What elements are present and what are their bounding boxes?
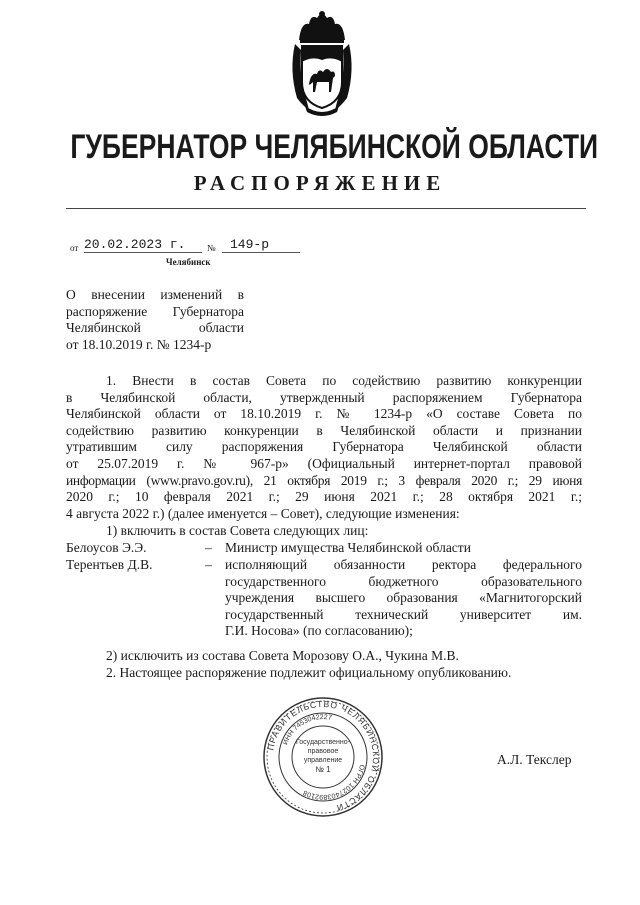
- paragraph-line: информации (www.pravo.gov.ru), 21 октября 2019 г.; 3 февраля 2020 г.; 29 июня: [66, 472, 582, 488]
- subject-line: О внесении изменений в: [66, 287, 244, 302]
- header-divider: [66, 208, 586, 209]
- seal-ogrn: ОГРН 1027403892108: [302, 763, 366, 801]
- paragraph-2: 2. Настоящее распоряжение подлежит официальному опубликованию.: [106, 665, 512, 680]
- seal-inn: ИНН 7453042227: [282, 713, 333, 746]
- subject-line: Челябинской области: [66, 320, 244, 336]
- description-line: государственного бюджетного образовательного: [225, 573, 582, 589]
- member-description: Министр имущества Челябинской области: [225, 540, 471, 555]
- document-date: 20.02.2023 г.: [84, 237, 202, 253]
- document-number: 149-р: [222, 237, 300, 253]
- paragraph-line: 2020 г.; 10 февраля 2021 г.; 29 июня 2021 г.; 28 октября 2021 г.;: [66, 489, 582, 505]
- paragraph-line: в Челябинской области, утвержденный распоряжением Губернатора: [66, 389, 582, 405]
- from-label: от: [70, 243, 79, 253]
- coat-of-arms-emblem: [287, 10, 357, 118]
- member-name: Терентьев Д.В.: [66, 557, 153, 572]
- subject-line: от 18.10.2019 г. № 1234-р: [66, 336, 212, 352]
- description-line: исполняющий обязанности ректора федерального: [225, 557, 582, 572]
- member-name: Белоусов Э.Э.: [66, 540, 147, 555]
- item-2: 2) исключить из состава Совета Морозову О.А., Чукина М.В.: [106, 648, 459, 663]
- document-type: РАСПОРЯЖЕНИЕ: [193, 171, 447, 195]
- description-line: государственный технический университет им.: [225, 606, 582, 622]
- paragraph-line: 1. Внести в состав Совета по содействию развитию конкуренции: [106, 373, 582, 388]
- subject-line: распоряжение Губернатора: [66, 303, 244, 319]
- seal-center-line: № 1: [315, 765, 331, 774]
- seal-center-line: Государственно-: [295, 739, 351, 746]
- paragraph-line: содействию развитию конкуренции в Челябинской области и признании: [66, 422, 582, 438]
- paragraph-line: 4 августа 2022 г.) (далее именуется – Совет), следующие изменения:: [66, 505, 460, 521]
- paragraph-1: [66, 373, 582, 522]
- member-description: [225, 557, 582, 640]
- item-1: 1) включить в состав Совета следующих лиц:: [106, 523, 369, 538]
- description-line: Г.И. Носова» (по согласованию);: [225, 623, 413, 639]
- official-seal: [262, 696, 384, 818]
- subject-block: [66, 287, 244, 353]
- paragraph-line: Челябинской области от 18.10.2019 г. № 1234-р «О составе Совета по: [66, 406, 582, 422]
- paragraph-line: от 25.07.2019 г. № 967-р» (Официальный интернет-портал правовой: [66, 455, 582, 471]
- description-line: учреждения высшего образования «Магнитогорский: [225, 590, 582, 606]
- member-dash: –: [205, 540, 212, 555]
- member-dash: –: [205, 557, 212, 572]
- seal-center-line: управление: [303, 757, 343, 764]
- seal-center-line: правовое: [307, 748, 339, 755]
- city-name: Челябинск: [166, 257, 211, 267]
- seal-outer-text: ПРАВИТЕЛЬСТВО ЧЕЛЯБИНСКОЙ ОБЛАСТИ: [265, 698, 382, 814]
- signatory-name: А.Л. Текслер: [497, 752, 572, 767]
- paragraph-line: утратившим силу распоряжения Губернатора Челябинской области: [66, 439, 582, 455]
- document-title: ГУБЕРНАТОР ЧЕЛЯБИНСКОЙ ОБЛАСТИ: [70, 128, 599, 166]
- number-label: №: [207, 243, 216, 253]
